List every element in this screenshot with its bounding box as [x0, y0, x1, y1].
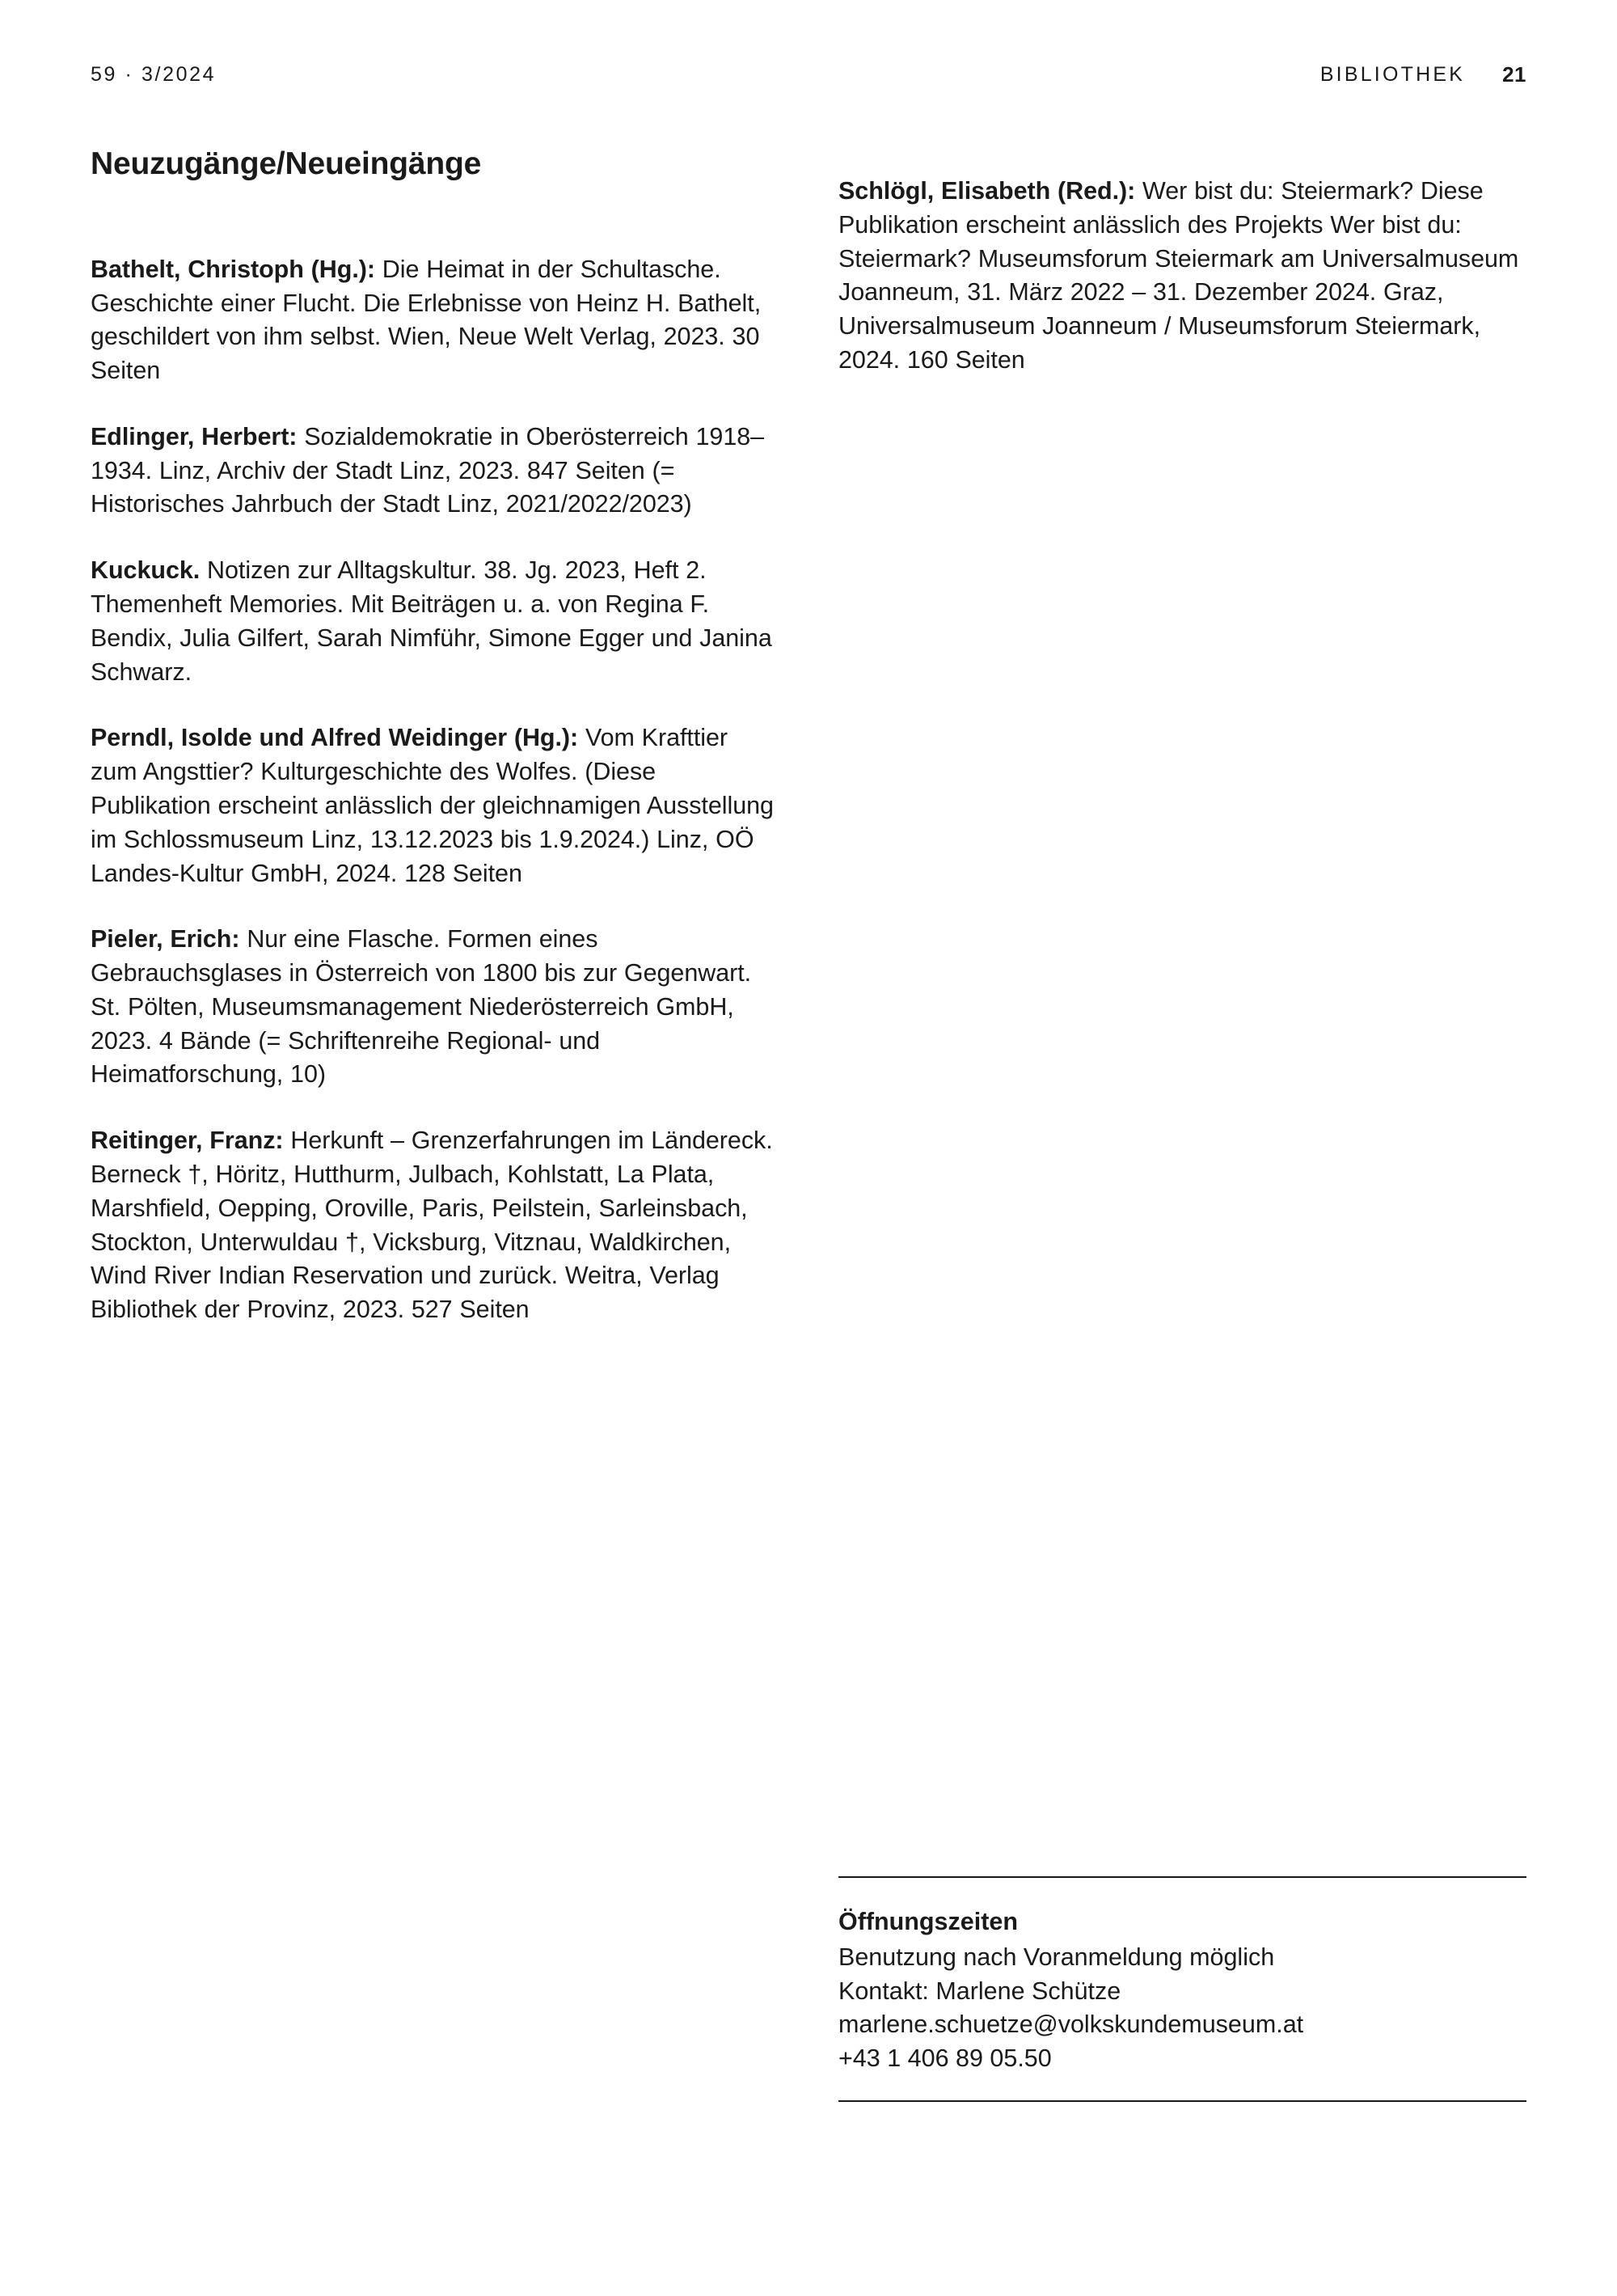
entry-author: Kuckuck. — [91, 556, 201, 585]
entry-author: Pieler, Erich: — [91, 925, 240, 953]
opening-hours-content — [838, 1878, 1526, 2100]
page-number: 21 — [1502, 61, 1526, 87]
opening-hours-phone[interactable]: +43 1 406 89 05.50 — [838, 2044, 1052, 2073]
bibliography-entry — [91, 721, 779, 890]
opening-hours-contact: Kontakt: Marlene Schütze — [838, 1977, 1121, 2005]
running-head-right-group — [1320, 62, 1526, 87]
column-right — [838, 146, 1526, 2073]
divider-bottom — [838, 2100, 1526, 2102]
two-column-body — [91, 146, 1526, 2073]
bibliography-entry — [91, 1124, 779, 1327]
entry-text: Vom Krafttier zum Angsttier? Kulturgeschichte des Wolfes. (Diese Publikation erscheint anlässlich der gleichnamigen Ausstellung im Schlossmuseum Linz, 13.12.2023 bis 1.9.2024.) Linz, OÖ Landes-Kultur GmbH, 2024. 128 Seiten — [91, 724, 774, 887]
bibliography-entry — [91, 253, 779, 388]
entry-author: Perndl, Isolde und Alfred Weidinger (Hg.): — [91, 724, 579, 752]
running-head — [91, 58, 1526, 91]
entry-text: Nur eine Flasche. Formen eines Gebrauchsglases in Österreich von 1800 bis zur Gegenwart. St. Pölten, Museumsmanagement Niederösterreich GmbH, 2023. 4 Bände (= Schriftenreihe Regional- und Heimatforschung, 10) — [91, 925, 752, 1089]
entry-text: Sozialdemokratie in Oberösterreich 1918–1934. Linz, Archiv der Stadt Linz, 2023. 847 Seiten (= Historisches Jahrbuch der Stadt Linz, 2021/2022/2023) — [91, 422, 765, 518]
running-head-issue: 59 · 3/2024 — [91, 62, 217, 86]
opening-hours-title: Öffnungszeiten — [838, 1908, 1018, 1935]
opening-hours-line: Benutzung nach Voranmeldung möglich — [838, 1943, 1275, 1971]
bibliography-entry — [838, 175, 1526, 378]
running-head-section: BIBLIOTHEK — [1319, 62, 1466, 86]
bibliography-entry — [91, 554, 779, 689]
entry-author: Schlögl, Elisabeth (Red.): — [838, 177, 1136, 205]
entry-text: Notizen zur Alltagskultur. 38. Jg. 2023, Heft 2. Themenheft Memories. Mit Beiträgen u. a. von Regina F. Bendix, Julia Gilfert, Sarah Nimführ, Simone Egger und Janina Schwarz. — [91, 556, 772, 686]
entry-author: Reitinger, Franz: — [91, 1127, 284, 1155]
column-left — [91, 146, 779, 1327]
opening-hours-box — [838, 1876, 1526, 2102]
entry-author: Bathelt, Christoph (Hg.): — [91, 255, 375, 283]
bibliography-entry — [91, 421, 779, 522]
page-title: Neuzugänge/Neueingänge — [91, 146, 482, 181]
bibliography-entry — [91, 923, 779, 1092]
opening-hours-email[interactable]: marlene.schuetze@volkskundemuseum.at — [838, 2011, 1304, 2039]
entry-text: Wer bist du: Steiermark? Diese Publikation erscheint anlässlich des Projekts Wer bist du: Steiermark? Museumsforum Steiermark am Universalmuseum Joanneum, 31. März 2022 – 31. Dezember 2024. Graz, Universalmuseum Joanneum / Museumsforum Steiermark, 2024. 160 Seiten — [838, 177, 1519, 374]
entry-text: Die Heimat in der Schultasche. Geschichte einer Flucht. Die Erlebnisse von Heinz H. Bathelt, geschildert von ihm selbst. Wien, Neue Welt Verlag, 2023. 30 Seiten — [91, 255, 762, 385]
entry-author: Edlinger, Herbert: — [91, 422, 298, 450]
entry-text: Herkunft – Grenzerfahrungen im Ländereck. Berneck †, Höritz, Hutthurm, Julbach, Kohlstatt, La Plata, Marshfield, Oepping, Oroville, Paris, Peilstein, Sarleinsbach, Stockton, Unterwuldau †, Vicksburg, Vitznau, Waldkirchen, Wind River Indian Reservation und zurück. Weitra, Verlag Bibliothek der Provinz, 2023. 527 Seiten — [91, 1127, 773, 1324]
